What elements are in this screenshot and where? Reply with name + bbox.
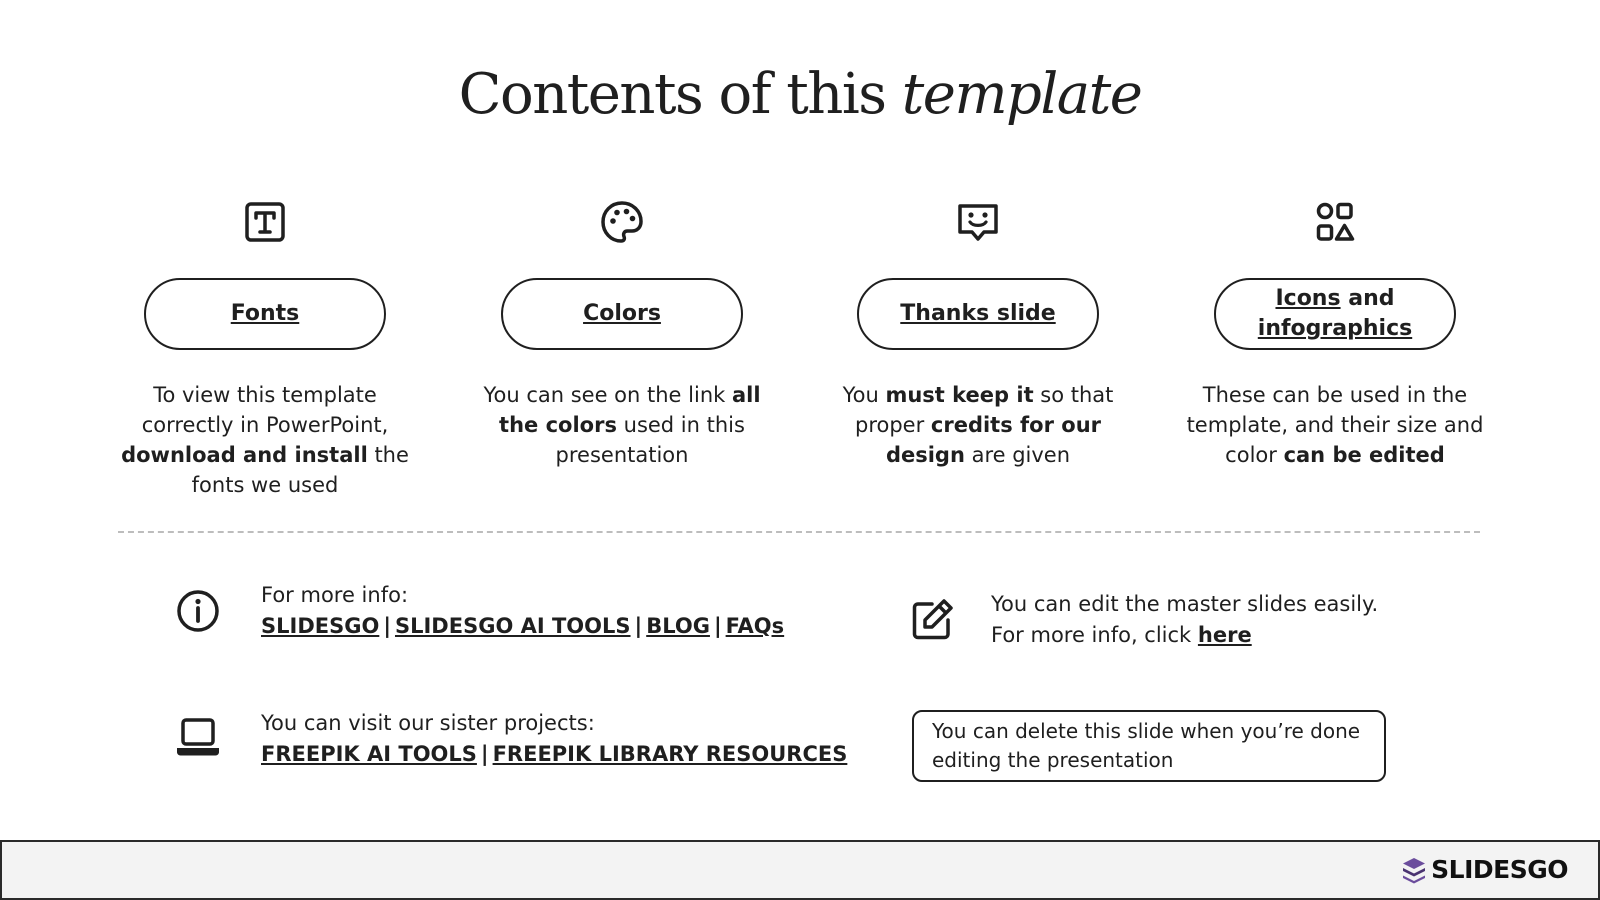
- sister-projects-block: [261, 708, 847, 770]
- colors-desc-bold: all the colors: [499, 383, 761, 437]
- info-circle-icon: [174, 587, 222, 635]
- slidesgo-logo[interactable]: [1401, 855, 1568, 884]
- thanks-desc-bold-1: must keep it: [885, 383, 1034, 407]
- thanks-slide-button-label: Thanks slide: [900, 301, 1056, 326]
- icons-desc-text: These can be used in the template, and their size and color: [1186, 383, 1484, 467]
- colors-description: [452, 380, 792, 470]
- blog-link[interactable]: BLOG: [646, 614, 710, 638]
- column-colors: [452, 198, 792, 470]
- sister-projects-label: You can visit our sister projects:: [261, 711, 595, 735]
- thanks-desc-text-3: are given: [964, 443, 1071, 467]
- smile-message-icon: [954, 198, 1002, 246]
- more-info-block: [261, 580, 784, 642]
- colors-button-label: Colors: [583, 301, 661, 326]
- thanks-desc-text-2: so that proper: [854, 383, 1114, 437]
- master-slides-line1: You can edit the master slides easily.: [991, 592, 1379, 616]
- column-fonts: [95, 198, 435, 500]
- more-info-links: [261, 611, 784, 642]
- icons-and-text: and: [1340, 286, 1395, 311]
- fonts-desc-text-1: To view this template correctly in PowerPoint,: [141, 383, 389, 437]
- title-main: Contents of this: [458, 62, 886, 127]
- master-slides-line2-text: For more info, click: [991, 623, 1198, 647]
- fonts-button[interactable]: [144, 278, 386, 350]
- thanks-slide-button[interactable]: [857, 278, 1099, 350]
- column-thanks: [808, 198, 1148, 470]
- icons-link[interactable]: Icons: [1275, 286, 1341, 311]
- sister-projects-links: [261, 739, 847, 770]
- title-italic: template: [901, 62, 1142, 127]
- fonts-button-label: Fonts: [230, 301, 300, 326]
- dashed-divider: [118, 531, 1480, 533]
- icons-desc-bold: can be edited: [1283, 443, 1445, 467]
- text-font-icon: [241, 198, 289, 246]
- palette-icon: [598, 198, 646, 246]
- master-slides-block: [991, 589, 1378, 651]
- freepik-library-link[interactable]: FREEPIK LIBRARY RESOURCES: [492, 742, 848, 766]
- slidesgo-logo-text: SLIDESGO: [1431, 855, 1568, 884]
- fonts-description: [95, 380, 435, 500]
- slidesgo-logo-icon: [1401, 856, 1427, 884]
- slidesgo-link[interactable]: SLIDESGO: [261, 614, 380, 638]
- faqs-link[interactable]: FAQs: [725, 614, 785, 638]
- icons-infographics-button-label: [1258, 284, 1412, 344]
- thanks-desc-bold-2: credits for our design: [885, 413, 1101, 467]
- master-slides-line2: [991, 620, 1378, 651]
- here-link[interactable]: here: [1197, 623, 1252, 647]
- colors-button[interactable]: [501, 278, 743, 350]
- fonts-desc-text-2: the fonts we used: [191, 443, 409, 497]
- icons-infographics-button[interactable]: [1214, 278, 1456, 350]
- delete-slide-note: You can delete this slide when you’re done editing the presentation: [912, 710, 1386, 782]
- more-info-label: For more info:: [261, 583, 409, 607]
- slidesgo-ai-tools-link[interactable]: SLIDESGO AI TOOLS: [394, 614, 631, 638]
- fonts-desc-bold: download and install: [121, 443, 368, 467]
- infographics-link[interactable]: infographics: [1257, 316, 1413, 341]
- page-title: [0, 62, 1600, 127]
- thanks-desc-text-1: You: [842, 383, 886, 407]
- column-icons: [1165, 198, 1505, 470]
- colors-desc-text-2: used in this presentation: [555, 413, 745, 467]
- link-separator: |: [713, 614, 722, 638]
- thanks-description: [808, 380, 1148, 470]
- colors-desc-text-1: You can see on the link: [483, 383, 732, 407]
- link-separator: |: [383, 614, 391, 638]
- edit-pencil-icon: [908, 596, 956, 644]
- link-separator: |: [480, 742, 489, 766]
- footer-bar: [0, 840, 1600, 900]
- laptop-icon: [174, 714, 222, 762]
- link-separator: |: [634, 614, 643, 638]
- shapes-grid-icon: [1311, 198, 1359, 246]
- freepik-ai-tools-link[interactable]: FREEPIK AI TOOLS: [261, 742, 477, 766]
- icons-description: [1165, 380, 1505, 470]
